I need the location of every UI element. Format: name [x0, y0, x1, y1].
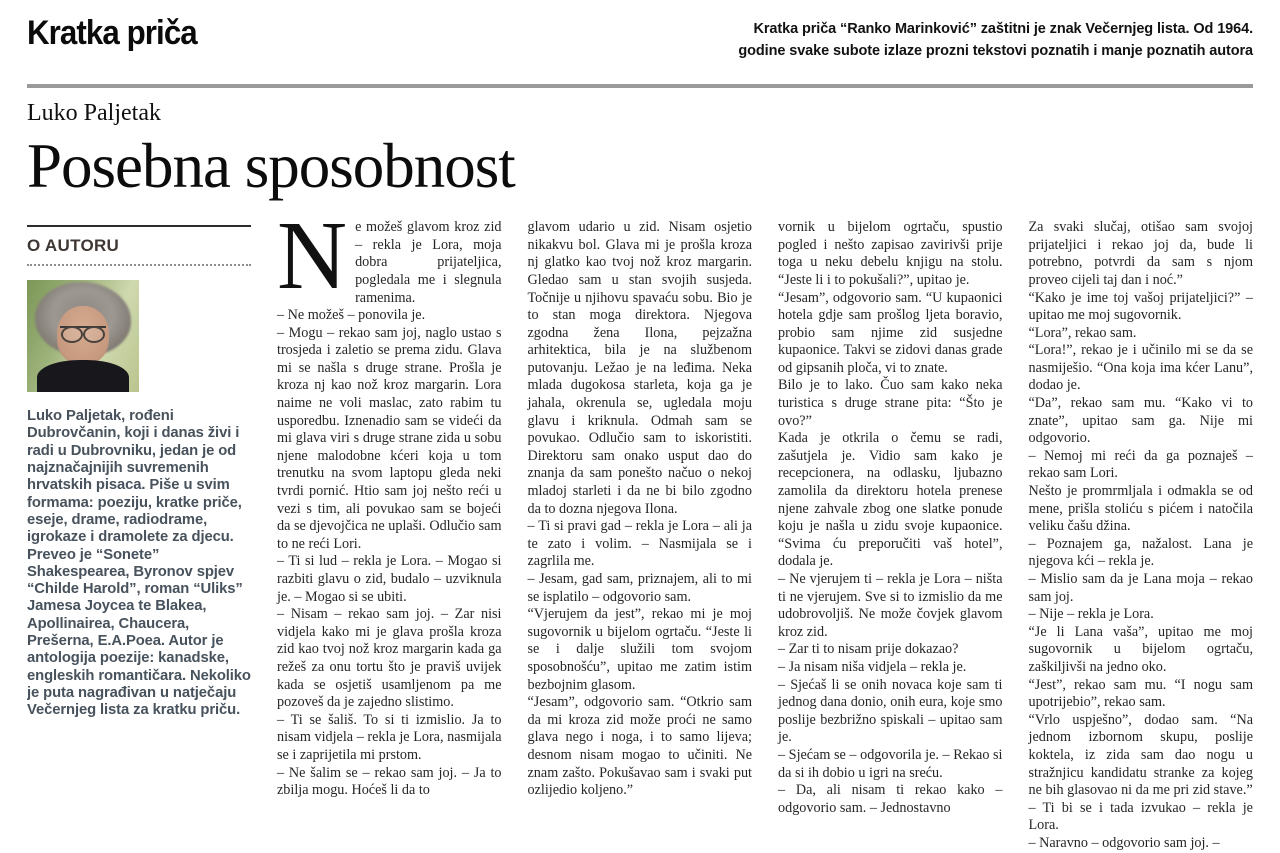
story-paragraph: – Ne možeš – ponovila je.	[277, 307, 426, 324]
about-author-heading: O AUTORU	[27, 236, 120, 256]
story-paragraph: – Zar ti to nisam prije dokazao?	[778, 641, 959, 658]
story-paragraph: Kada je otkrila o čemu se radi, zašutjela je. Vidio sam kako je recepcionera, na odlasku, ljubazno zamolila da direktoru hotela prenese njene zahvale zbog one slatke ponude koju je našla u zidu svoje kupaonice. “Svima ću preporučiti vaš hotel”, dodala je.	[778, 430, 1003, 570]
story-paragraph: – Ti si pravi gad – rekla je Lora – ali ja te zato i volim. – Nasmijala se i zagrlila me.	[527, 518, 752, 570]
story-paragraph: “Da”, rekao sam mu. “Kako vi to znate”, upitao sam ga. Nije mi odgovorio.	[1028, 395, 1253, 447]
about-author-inner	[27, 225, 251, 719]
article-body	[27, 219, 1253, 853]
story-paragraph: – Sjećam se – odgovorila je. – Rekao si da si ih dobio u igri na sreću.	[778, 746, 1003, 781]
masthead	[27, 12, 1253, 74]
story-paragraph: “Lora”, rekao sam.	[1028, 324, 1137, 341]
story-paragraph: Ne možeš glavom kroz zid – rekla je Lora, moja dobra prijateljica, pogledala me i slegnula ramenima.	[277, 219, 502, 310]
story-paragraph: – Mogu – rekao sam joj, naglo ustao s trosjeda i zaletio se prema zidu. Glava mi se našla s druge strane. Prošla je kroza nj kao nož kroz margarin. Lora naime ne voli maslac, zato rabim tu usporedbu. Iznenadio sam se videći da mi glava viri s druge strane zida u sobu njene malodobne kćeri koja u tom trenutku na svom laptopu gleda neki tvrdi pornić. Htio sam joj nešto reći u vezi s tim, ali povukao sam se bojeći da se djevojčica ne uplaši. Odlučio sam to ne reći Lori.	[277, 324, 502, 552]
story-paragraph: “Vrlo uspješno”, dodao sam. “Na jednom izbornom skupu, poslije koktela, iz zida sam dao nogu u stražnjicu kandidatu stranke za kojeg ne bih glasovao ni da me pri zid stave.”	[1028, 711, 1253, 799]
story-paragraph: glavom udario u zid. Nisam osjetio nikakvu bol. Glava mi je prošla kroza nj glatko kao tvoj nož kroz margarin. Gledao sam u stan svojih susjeda. Točnije u njihovu spavaću sobu. Bio je to stan moga direktora. Njegova zgodna žena Ilona, pejzažna arhitektica, bila je na službenom putovanju. Ležao je na leđima. Neka mlada dugokosa starleta, koja ga je jahala, okrenula se, ugledala moju glavu i kriknula. Odmah sam se povukao. Odlučio sam to iskoristiti. Direktoru sam onako usput dao do znanja da sam ponešto načuo o nekoj mladoj starleti i da ne bi bilo zgodno da to dozna njegova Ilona.	[527, 219, 752, 517]
author-byline: Luko Paljetak	[27, 100, 161, 126]
story-paragraph: – Ti bi se i tada izvukao – rekla je Lora.	[1028, 799, 1253, 834]
header-divider	[27, 84, 1253, 88]
story-paragraph: “Vjerujem da jest”, rekao mi je moj sugovornik u bijelom ogrtaču. “Jeste li se i dalje služili tom svojom sposobnošću”, upitao me zatim istim bezbojnim glasom.	[527, 606, 752, 693]
story-paragraph: vornik u bijelom ogrtaču, spustio pogled i nešto zapisao zavirivši prije toga u neku debelu knjigu na stolu. “Jeste li i to pokušali?”, upitao je.	[778, 219, 1003, 288]
story-column-2	[528, 219, 753, 853]
story-paragraph: – Nemoj mi reći da ga poznaješ – rekao sam Lori.	[1028, 447, 1253, 482]
story-paragraph: – Ti se šališ. To si ti izmislio. Ja to nisam vidjela – rekla je Lora, nasmijala se i zaprijetila mi prstom.	[277, 711, 502, 763]
photo-torso-shape	[37, 360, 129, 392]
story-paragraph: – Ne šalim se – rekao sam joj. – Ja to zbilja mogu. Hoćeš li da to	[277, 764, 502, 799]
story-paragraph: Za svaki slučaj, otišao sam svojoj prijateljici i rekao joj da, bude li potrebno, potvrdi da sam s njom proveo cijeli taj dan i noć.”	[1028, 219, 1253, 288]
story-paragraph: – Ne vjerujem ti – rekla je Lora – ništa ti ne vjerujem. Sve si to izmislio da me udobrovoljiš. Ne može čovjek glavom kroz zid.	[778, 571, 1003, 640]
article-title: Posebna sposobnost	[27, 131, 515, 201]
story-paragraph: “Je li Lana vaša”, upitao me moj sugovornik u bijelom ogrtaču, zaškiljivši na jedno oko.	[1028, 623, 1253, 675]
story-paragraph: – Mislio sam da je Lana moja – rekao sam joj.	[1028, 571, 1253, 605]
section-title: Kratka priča	[27, 14, 197, 52]
masthead-note	[738, 18, 1253, 63]
story-column-1	[277, 219, 502, 853]
story-paragraph: – Sjećaš li se onih novaca koje sam ti jednog dana donio, onih eura, koje smo poslije bezbrižno spiskali – upitao sam je.	[778, 676, 1003, 746]
story-paragraph: “Jest”, rekao sam mu. “I nogu sam upotrijebio”, rekao sam.	[1028, 676, 1253, 711]
story-paragraph: – Naravno – odgovorio sam joj. –	[1028, 834, 1220, 851]
photo-glasses-shape	[60, 326, 106, 340]
story-paragraph: Nešto je promrmljala i odmakla se od mene, prišla stoliću s pićem i natočila veliku čašu džina.	[1028, 483, 1253, 535]
story-column-3	[778, 219, 1003, 853]
masthead-note-line1: Kratka priča “Ranko Marinković” zaštitni je znak Večernjeg lista. Od 1964.	[753, 21, 1253, 37]
drop-cap: N	[277, 219, 348, 310]
author-photo	[27, 280, 139, 392]
story-paragraph: “Kako je ime toj vašoj prijateljici?” – upitao me moj sugovornik.	[1028, 289, 1253, 324]
story-paragraph: “Jesam”, odgovorio sam. “Otkrio sam da mi kroza zid može proći ne samo glava nego i noga, i to samo lijeva; desnom nisam mogao to učiniti. Ne znam zašto. Pokušavao sam i svaki put ozlijedio koljeno.”	[527, 694, 752, 799]
story-paragraph: – Poznajem ga, nažalost. Lana je njegova kći – rekla je.	[1028, 535, 1253, 570]
story-paragraph: “Jesam”, odgovorio sam. “U kupaonici hotela gdje sam prošlog ljeta boravio, probio sam njime zid susjedne kupaonice. Takvi se zidovi danas grade od gipsanih ploča, vi to znate.	[778, 289, 1003, 376]
story-paragraph: – Nisam – rekao sam joj. – Zar nisi vidjela kako mi je glava prošla kroza zid kao tvoj nož kroz margarin kada ga režeš za onu tortu što je praviš uvijek kada se osjetiš usamljenom pa me pozoveš da je zajedno slistimo.	[277, 606, 502, 711]
dotted-divider	[27, 256, 251, 266]
author-bio: Luko Paljetak, rođeni Dubrovčanin, koji i danas živi i radi u Dubrovniku, jedan je od najznačajnijih suvremenih hrvatskih pisaca. Piše u svim formama: poeziju, kratke priče, eseje, drame, radiodrame, igrokaze i dramolete za djecu. Preveo je “Sonete” Shakespearea, Byronov spjev “Childe Harold”, roman “Uliks” Jamesa Joycea te Blakea, Apollinairea, Chaucera, Prešerna, E.A.Poea. Autor je antologija poezije: kanadske, engleskih romantičara. Nekoliko je puta nagrađivan u natječaju Večernjeg lista za kratku priču.	[27, 408, 251, 719]
story-column-4	[1029, 219, 1254, 853]
story-paragraph: Bilo je to lako. Čuo sam kako neka turistica s druge strane pita: “Što je ovo?”	[778, 377, 1003, 429]
story-paragraph: – Da, ali nisam ti rekao kako – odgovorio sam. – Jednostavno	[778, 782, 1003, 816]
story-paragraph: – Ja nisam niša vidjela – rekla je.	[778, 658, 967, 675]
story-paragraph: – Jesam, gad sam, priznajem, ali to mi se isplatilo – odgovorio sam.	[527, 571, 752, 605]
story-paragraph: – Nije – rekla je Lora.	[1028, 606, 1154, 623]
masthead-note-line2: godine svake subote izlaze prozni tekstovi poznatih i manje poznatih autora	[738, 43, 1253, 60]
story-paragraph: “Lora!”, rekao je i učinilo mi se da se nasmiješio. “Ona koja ima kćer Lanu”, dodao je.	[1028, 342, 1253, 394]
about-author-box	[27, 219, 251, 853]
story-paragraph: – Ti si lud – rekla je Lora. – Mogao si razbiti glavu o zid, budalo – uzviknula je. – Mogao si se ubiti.	[277, 553, 502, 605]
